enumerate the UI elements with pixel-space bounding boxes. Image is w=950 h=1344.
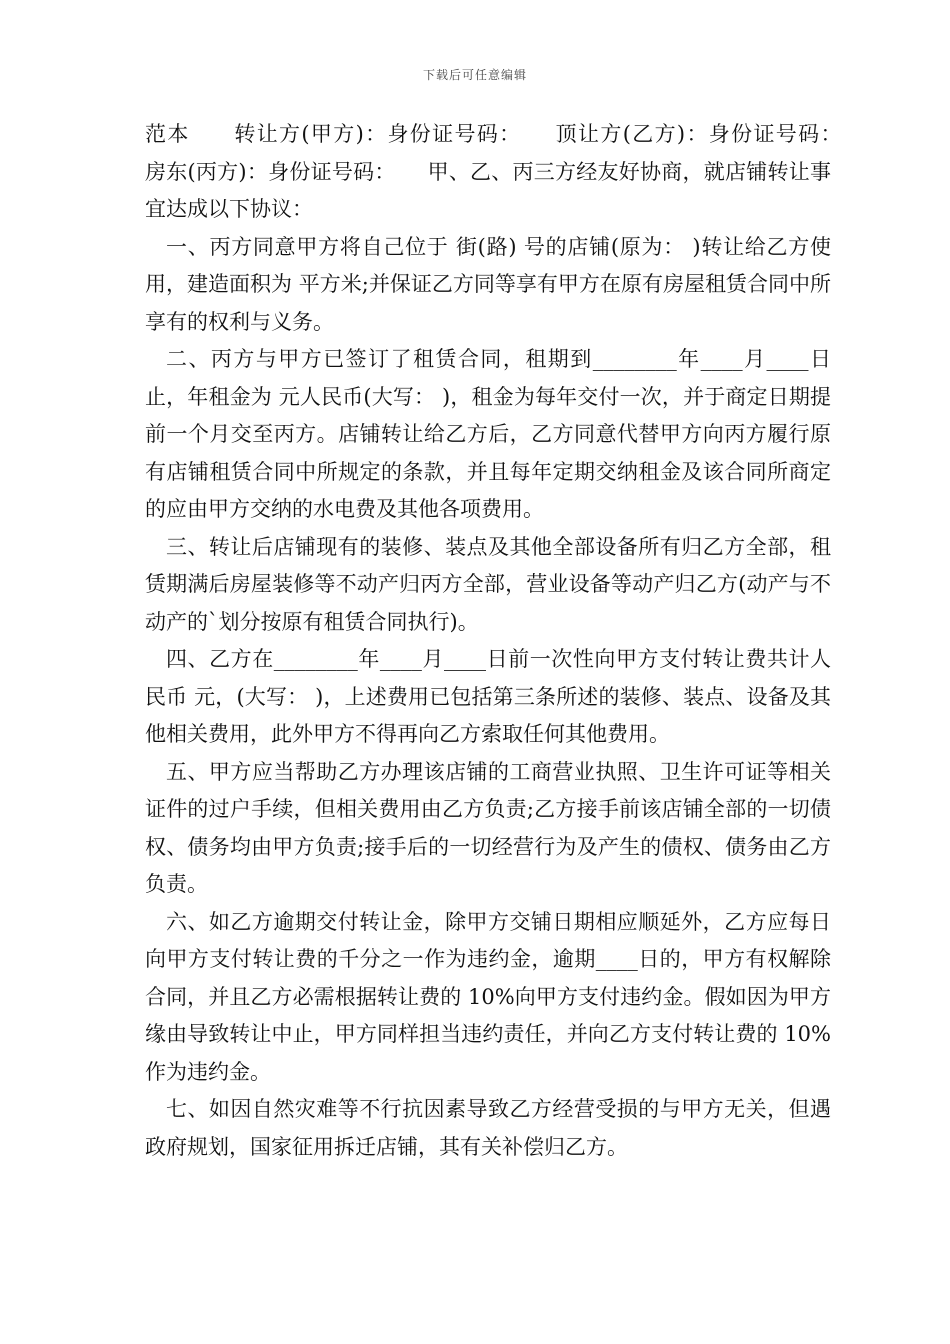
paragraph-clause-4: 四、乙方在________年____月____日前一次性向甲方支付转让费共计人民币 元，(大写： )，上述费用已包括第三条所述的装修、装点、设备及其他相关费用，此外甲方不得再向乙方索取任何其他费用。: [145, 647, 831, 746]
document-body: [145, 116, 873, 1166]
paragraph-clause-3: 三、转让后店铺现有的装修、装点及其他全部设备所有归乙方全部，租赁期满后房屋装修等不动产归丙方全部，营业设备等动产归乙方(动产与不动产的`划分按原有租赁合同执行)。: [145, 534, 831, 634]
paragraph-clause-7: 七、如因自然灾难等不行抗因素导致乙方经营受损的与甲方无关，但遇政府规划，国家征用拆迁店铺，其有关补偿归乙方。: [145, 1097, 831, 1159]
paragraph-clause-1: 一、丙方同意甲方将自己位于 街(路) 号的店铺(原为： )转让给乙方使用，建造面积为 平方米;并保证乙方同等享有甲方在原有房屋租赁合同中所享有的权利与义务。: [145, 234, 831, 334]
paragraph-intro: 范本 转让方(甲方)：身份证号码： 顶让方(乙方)：身份证号码： 房东(丙方)：身份证号码： 甲、乙、丙三方经友好协商，就店铺转让事宜达成以下协议：: [145, 122, 873, 221]
paragraph-clause-2: 二、丙方与甲方已签订了租赁合同，租期到________年____月____日止，年租金为 元人民币(大写： )，租金为每年交付一次，并于商定日期提前一个月交至丙方。店铺转让给乙方后，乙方同意代替甲方向丙方履行原有店铺租赁合同中所规定的条款，并且每年定期交纳租金及该合同所商定的应由甲方交纳的水电费及其他各项费用。: [145, 347, 831, 521]
page-header: 下载后可任意编辑: [422, 68, 527, 82]
paragraph-clause-6: 六、如乙方逾期交付转让金，除甲方交铺日期相应顺延外，乙方应每日向甲方支付转让费的千分之一作为违约金，逾期____日的，甲方有权解除合同，并且乙方必需根据转让费的 10%向甲方支付违约金。假如因为甲方缘由导致转让中止，甲方同样担当违约责任，并向乙方支付转让费的 10%作为违约金。: [145, 909, 831, 1084]
paragraph-clause-5: 五、甲方应当帮助乙方办理该店铺的工商营业执照、卫生许可证等相关证件的过户手续，但相关费用由乙方负责;乙方接手前该店铺全部的一切债权、债务均由甲方负责;接手后的一切经营行为及产生的债权、债务由乙方负责。: [145, 759, 831, 896]
